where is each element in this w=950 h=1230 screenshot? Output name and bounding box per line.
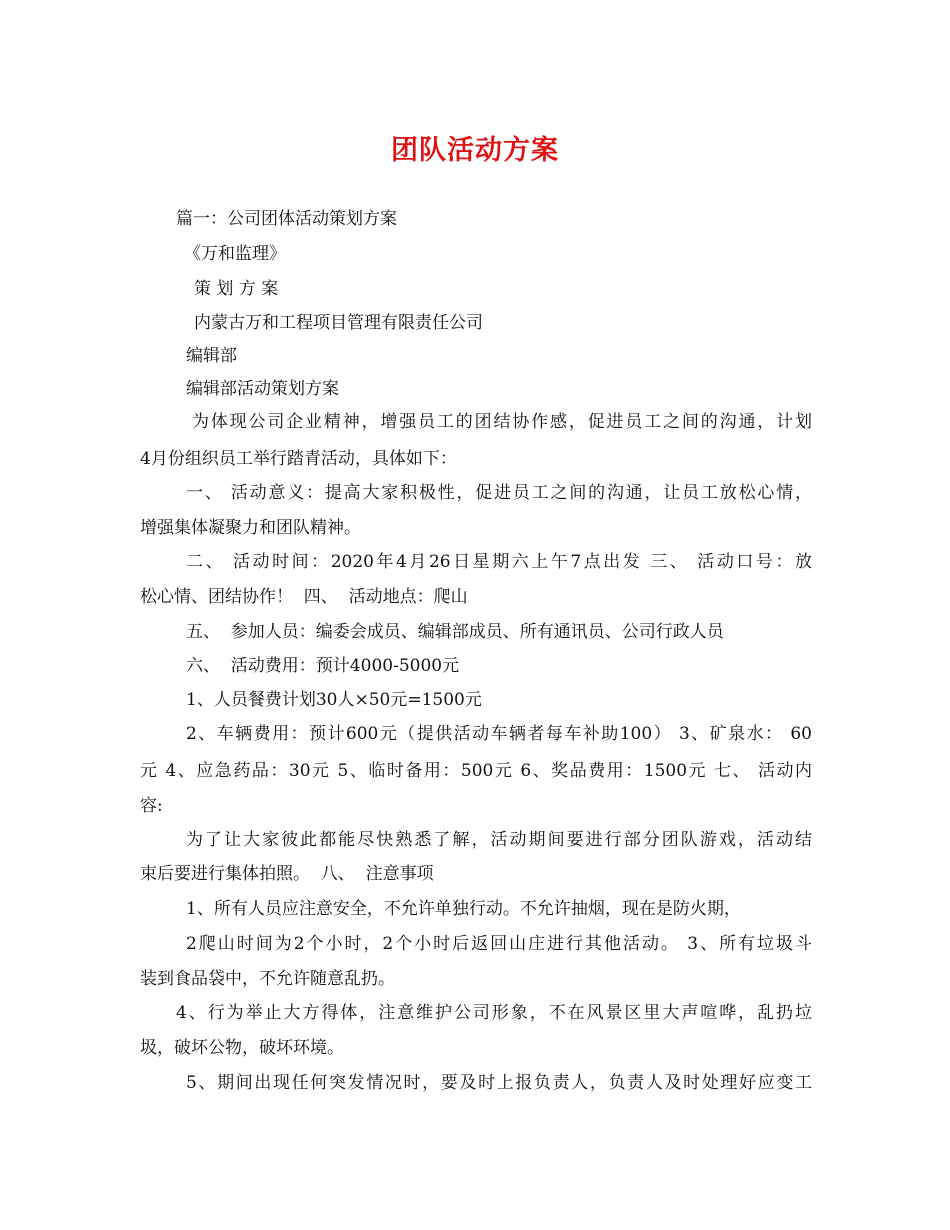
text-line: 松心情、团结协作！ 四、 活动地点：爬山 <box>140 587 468 607</box>
text-line: 为体现公司企业精神，增强员工的团结协作感，促进员工之间的沟通，计划 <box>192 412 812 432</box>
text-line: 5、期间出现任何突发情况时，要及时上报负责人，负责人及时处理好应变工 <box>186 1073 812 1093</box>
text-line: 圾，破坏公物，破坏环境。 <box>140 1038 344 1058</box>
text-line: 为了让大家彼此都能尽快熟悉了解，活动期间要进行部分团队游戏，活动结 <box>186 830 812 850</box>
text-line: 五、 参加人员：编委会成员、编辑部成员、所有通讯员、公司行政人员 <box>186 622 724 642</box>
text-line: 2爬山时间为2个小时，2个小时后返回山庄进行其他活动。 3、所有垃圾斗 <box>186 934 812 954</box>
text-line: 二、 活动时间：2020年4月26日星期六上午7点出发 三、 活动口号：放 <box>186 552 812 572</box>
text-line: 装到食品袋中，不允许随意乱扔。 <box>140 969 395 989</box>
text-line: 元 4、应急药品：30元 5、临时备用：500元 6、奖品费用：1500元 七、 活动内 <box>140 761 812 781</box>
text-line: 1、所有人员应注意安全，不允许单独行动。不允许抽烟，现在是防火期， <box>186 899 741 919</box>
text-line: 六、 活动费用：预计4000-5000元 <box>186 656 460 676</box>
text-line: 篇一：公司团体活动策划方案 <box>176 209 397 229</box>
text-line: 策 划 方 案 <box>194 279 279 299</box>
text-line: 4月份组织员工举行踏青活动，具体如下： <box>140 449 457 469</box>
text-line: 2、车辆费用：预计600元（提供活动车辆者每车补助100） 3、矿泉水： 60 <box>186 724 812 744</box>
text-line: 内蒙古万和工程项目管理有限责任公司 <box>194 313 483 333</box>
text-line: 束后要进行集体拍照。 八、 注意事项 <box>140 864 434 884</box>
text-line: 4、行为举止大方得体，注意维护公司形象，不在风景区里大声喧哗，乱扔垃 <box>176 1003 812 1023</box>
text-line: 增强集体凝聚力和团队精神。 <box>140 518 361 538</box>
document-title: 团队活动方案 <box>391 135 559 166</box>
text-line: 编辑部 <box>186 346 237 366</box>
text-line: 1、人员餐费计划30人×50元=1500元 <box>186 690 482 710</box>
text-line: 一、 活动意义：提高大家积极性，促进员工之间的沟通，让员工放松心情， <box>186 483 812 503</box>
text-line: 《万和监理》 <box>184 244 286 264</box>
text-line: 容: <box>140 796 163 816</box>
text-line: 编辑部活动策划方案 <box>186 379 339 399</box>
